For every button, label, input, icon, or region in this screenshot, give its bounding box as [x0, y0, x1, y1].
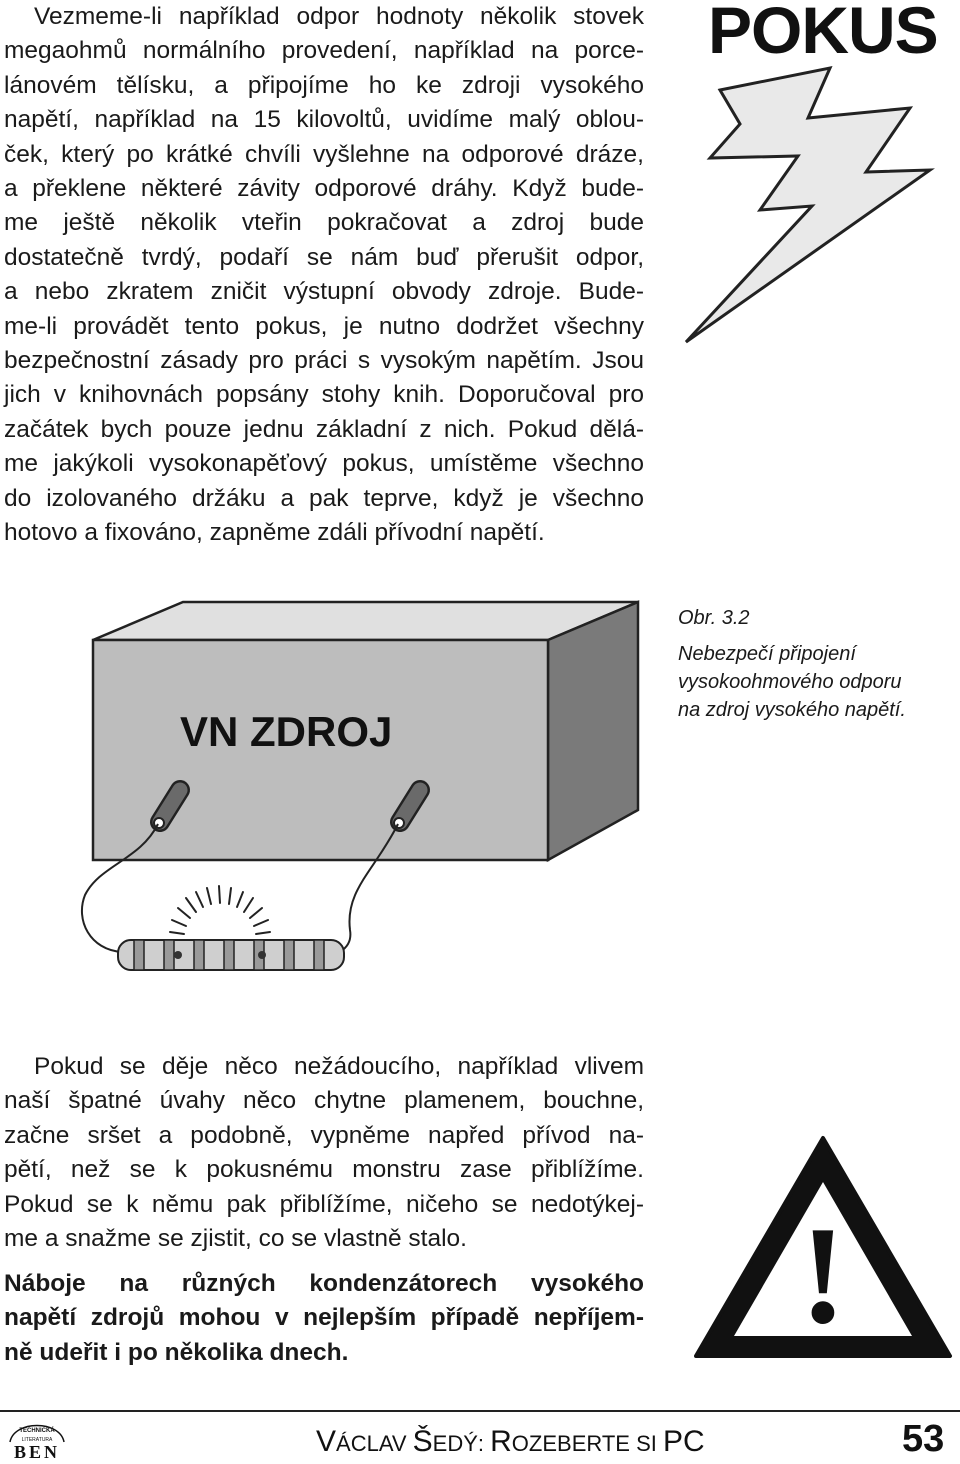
caption-line: Nebezpečí připojení	[678, 643, 856, 665]
text-line: a nebo zkratem zničit výstupní obvody zdroje. Bude-	[4, 278, 644, 306]
exclamation-mark: !	[799, 1198, 847, 1353]
publisher-logo	[4, 1414, 70, 1460]
text-line: dostatečně tvrdý, podaří se nám buď přerušit odpor,	[4, 243, 644, 271]
source-box-top	[93, 602, 638, 640]
svg-text:TECHNICKÁ: TECHNICKÁ	[19, 1428, 55, 1434]
warning-paragraph	[4, 1267, 644, 1370]
text-line: me-li provádět tento pokus, je nutno dodržet všechny	[4, 312, 644, 340]
text-line: do izolovaného držáku a pak teprve, když je všechno	[4, 484, 644, 512]
text-line: me jakýkoli vysokonapěťový pokus, umístěme všechno	[4, 450, 644, 478]
safety-paragraph	[4, 1050, 644, 1256]
text-line: a překlene některé závity odporové dráhy. Když bude-	[4, 175, 644, 203]
spark-rays	[170, 886, 270, 934]
page-number: 53	[902, 1418, 945, 1460]
text-line: bezpečnostní zásady pro práci s vysokým napětím. Jsou	[4, 347, 644, 375]
caption-line: na zdroj vysokého napětí.	[678, 699, 906, 721]
figure-caption	[678, 604, 906, 724]
text-line: ně udeřit i po několika dnech.	[4, 1338, 349, 1366]
text-line: jich v knihovnách popsány stohy knih. Doporučoval pro	[4, 381, 644, 409]
lightning-bolt-icon	[680, 60, 942, 350]
caption-number: Obr. 3.2	[678, 607, 750, 629]
text-line: napětí, například na 15 kilovoltů, uvidíme malý oblou-	[4, 106, 644, 134]
text-line: Pokud se k němu pak přiblížíme, ničeho se nedotýkej-	[4, 1190, 644, 1218]
text-line: pětí, než se k pokusnému monstru zase přiblížíme.	[4, 1156, 644, 1184]
text-line: začne sršet a podobně, vypněme napřed přívod na-	[4, 1121, 644, 1149]
page-title: POKUS	[708, 0, 938, 67]
text-line: Pokud se děje něco nežádoucího, například vlivem	[34, 1053, 644, 1080]
svg-text:LITERATURA: LITERATURA	[21, 1437, 53, 1443]
text-line: me ještě několik vteřin pokračovat a zdroj bude	[4, 209, 644, 237]
source-box-side	[548, 602, 638, 860]
box-label: VN ZDROJ	[180, 708, 393, 755]
intro-paragraph	[4, 0, 644, 551]
running-footer-title: VÁCLAV ŠEDÝ: ROZEBERTE SI PC	[316, 1425, 705, 1458]
text-line: lánovém tělísku, a připojíme ho ke zdroji vysokého	[4, 71, 644, 99]
footer-divider	[0, 1410, 960, 1412]
text-line: Vezmeme-li například odpor hodnoty několik stovek	[34, 3, 644, 30]
text-line: začátek bych pouze jednu základní z nich. Pokud dělá-	[4, 415, 644, 443]
vn-source-figure	[0, 590, 680, 1000]
text-line: Náboje na různých kondenzátorech vysokého	[4, 1270, 644, 1297]
text-line: megaohmů normálního provedení, například na porce-	[4, 37, 644, 65]
text-line: me a snažme se zjistit, co se vlastně stalo.	[4, 1225, 467, 1253]
text-line: ček, který po krátké chvíli vyšlehne na odporové dráze,	[4, 140, 644, 168]
warning-triangle-icon	[690, 1132, 956, 1362]
text-line: naší špatné úvahy něco chytne plamenem, bouchne,	[4, 1087, 644, 1115]
caption-line: vysokoohmového odporu	[678, 671, 902, 693]
text-line: napětí zdrojů mohou v nejlepším případě nepříjem-	[4, 1304, 644, 1332]
text-line: hotovo a fixováno, zapněme zdáli přívodní napětí.	[4, 519, 545, 547]
page-footer	[0, 1404, 960, 1464]
svg-text:BEN: BEN	[13, 1442, 61, 1460]
resistor	[118, 940, 344, 970]
